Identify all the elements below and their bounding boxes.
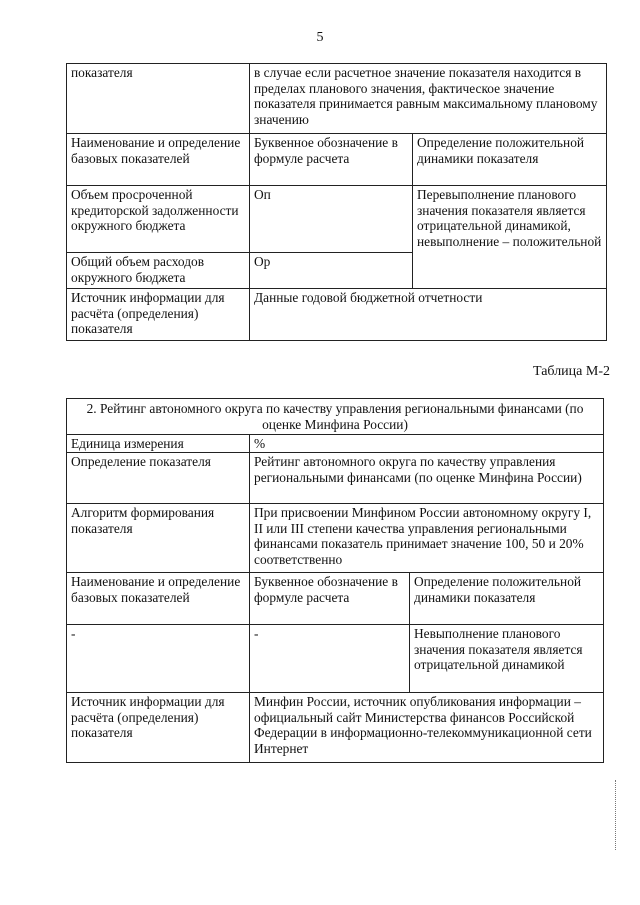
table-cell: При присвоении Минфином России автономному округу I, II или III степени качества управления региональными финансами показатель принимает значение 100, 50 и 20% соответственно bbox=[250, 504, 604, 573]
table-cell: Определение показателя bbox=[67, 453, 250, 504]
table-cell: Ор bbox=[250, 253, 413, 289]
column-header: Наименование и определение базовых показателей bbox=[67, 573, 250, 625]
table-cell: Источник информации для расчёта (определения) показателя bbox=[67, 693, 250, 763]
table-cell: Единица измерения bbox=[67, 435, 250, 453]
table-cell: Минфин России, источник опубликования информации – официальный сайт Министерства финансов Российской Федерации в информационно-телекоммуникационной сети Интернет bbox=[250, 693, 604, 763]
table-cell: Невыполнение планового значения показателя является отрицательной динамикой bbox=[410, 625, 604, 693]
table-label: Таблица М-2 bbox=[533, 364, 610, 379]
table-cell: Общий объем расходов окружного бюджета bbox=[67, 253, 250, 289]
indicator-table-1 bbox=[66, 63, 607, 341]
page-number: 5 bbox=[316, 30, 324, 45]
table-cell: Источник информации для расчёта (определения) показателя bbox=[67, 289, 250, 341]
table-cell: в случае если расчетное значение показателя находится в пределах планового значения, фактическое значение показателя принимается равным максимальному плановому значению bbox=[250, 64, 607, 134]
table-cell: показателя bbox=[67, 64, 250, 134]
column-header: Наименование и определение базовых показателей bbox=[67, 134, 250, 186]
table-cell: Перевыполнение планового значения показателя является отрицательной динамикой, невыполнение – положительной bbox=[413, 186, 607, 289]
table-cell: Оп bbox=[250, 186, 413, 253]
table-cell: % bbox=[250, 435, 604, 453]
table-cell: Алгоритм формирования показателя bbox=[67, 504, 250, 573]
table-row bbox=[67, 693, 604, 763]
table-cell: Данные годовой бюджетной отчетности bbox=[250, 289, 607, 341]
column-header: Определение положительной динамики показателя bbox=[413, 134, 607, 186]
table-row bbox=[67, 64, 607, 134]
table-row bbox=[67, 453, 604, 504]
table-cell: - bbox=[67, 625, 250, 693]
indicator-table-2 bbox=[66, 398, 604, 763]
table-row bbox=[67, 504, 604, 573]
table-row bbox=[67, 186, 607, 253]
table-cell: - bbox=[250, 625, 410, 693]
table-title-row bbox=[67, 399, 604, 435]
column-header: Буквенное обозначение в формуле расчета bbox=[250, 134, 413, 186]
column-header: Определение положительной динамики показателя bbox=[410, 573, 604, 625]
table-title: 2. Рейтинг автономного округа по качеству управления региональными финансами (по оценке Минфина России) bbox=[67, 399, 604, 435]
scan-artifact bbox=[615, 780, 618, 850]
table-header-row bbox=[67, 134, 607, 186]
table-row bbox=[67, 435, 604, 453]
table-header-row bbox=[67, 573, 604, 625]
column-header: Буквенное обозначение в формуле расчета bbox=[250, 573, 410, 625]
table-row bbox=[67, 625, 604, 693]
table-row bbox=[67, 289, 607, 341]
table-cell: Объем просроченной кредиторской задолженности окружного бюджета bbox=[67, 186, 250, 253]
table-cell: Рейтинг автономного округа по качеству управления региональными финансами (по оценке Минфина России) bbox=[250, 453, 604, 504]
